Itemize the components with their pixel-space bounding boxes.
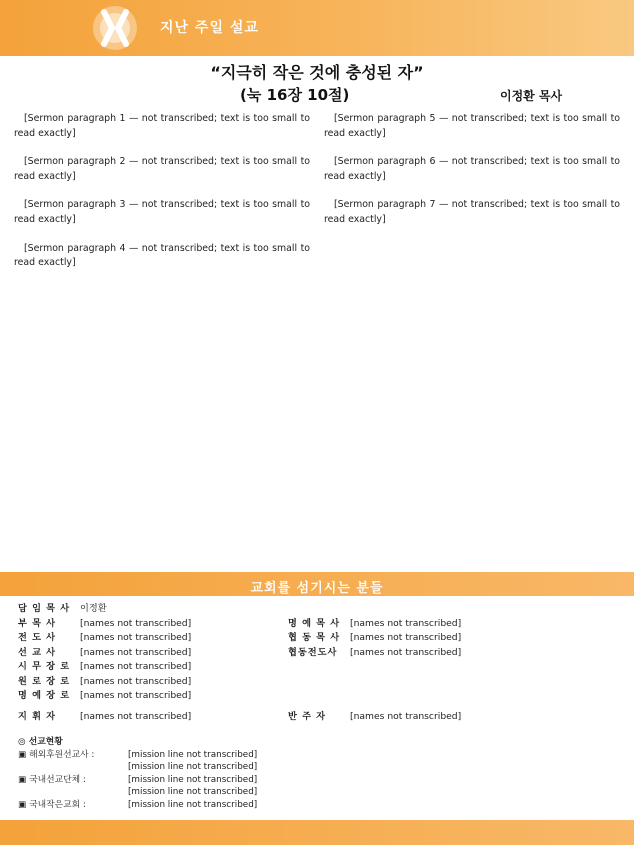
header-title: 지난 주일 설교	[160, 20, 259, 36]
sermon-paragraph: [Sermon paragraph 7 — not transcribed; text is too small to read exactly]	[324, 199, 620, 225]
footer-bar	[0, 820, 634, 845]
staff-role: 담 임 목 사	[18, 603, 71, 614]
mission-line: [mission line not transcribed]	[128, 762, 258, 773]
sermon-paragraph: [Sermon paragraph 1 — not transcribed; text is too small to read exactly]	[14, 113, 310, 139]
staff-row	[18, 631, 628, 646]
staff-role: 반 주 자	[288, 710, 327, 722]
staff-row	[18, 646, 628, 661]
mission-label: ▣ 해외후원선교사 :	[18, 749, 95, 760]
mission-label: ▣ 국내선교단체 :	[18, 774, 86, 785]
mission-label: ▣ 국내작은교회 :	[18, 799, 86, 810]
mission-line: [mission line not transcribed]	[128, 749, 258, 760]
mission-item	[18, 749, 624, 762]
staff-row	[18, 660, 628, 675]
staff-row	[18, 617, 628, 632]
staff-names: [names not transcribed]	[350, 632, 462, 643]
staff-names: [names not transcribed]	[80, 690, 192, 701]
staff-section-title: 교회를 섬기시는 분들	[250, 581, 384, 596]
staff-role: 명 예 목 사	[288, 617, 341, 629]
staff-role: 명 예 장 로	[18, 690, 71, 701]
staff-names: [names not transcribed]	[80, 710, 192, 722]
mission-line: [mission line not transcribed]	[128, 799, 258, 810]
mission-item	[18, 799, 624, 812]
sermon-left-column	[14, 112, 310, 285]
sermon-author: 이정환 목사	[500, 89, 563, 103]
staff-row	[18, 689, 628, 704]
staff-role: 협 동 목 사	[288, 632, 341, 643]
sermon-paragraph: [Sermon paragraph 4 — not transcribed; text is too small to read exactly]	[14, 242, 310, 269]
staff-row	[18, 704, 628, 730]
staff-row	[18, 675, 628, 690]
mission-line: [mission line not transcribed]	[128, 787, 258, 798]
staff-row	[18, 602, 628, 617]
staff-role: 원 로 장 로	[18, 675, 71, 687]
missions-heading: ◎ 선교현황	[18, 737, 63, 747]
missions-section	[18, 736, 624, 812]
staff-names: [names not transcribed]	[80, 617, 192, 629]
staff-role: 선 교 사	[18, 646, 57, 658]
staff-names: [names not transcribed]	[80, 632, 192, 643]
sermon-paragraph: [Sermon paragraph 6 — not transcribed; text is too small to read exactly]	[324, 156, 620, 182]
staff-names: [names not transcribed]	[350, 646, 462, 658]
staff-table	[18, 602, 628, 730]
sermon-paragraph: [Sermon paragraph 5 — not transcribed; text is too small to read exactly]	[324, 113, 620, 139]
sermon-title: “지극히 작은 것에 충성된 자”	[210, 63, 424, 82]
header-bar	[0, 0, 634, 56]
staff-role: 전 도 사	[18, 632, 57, 643]
sermon-right-column	[324, 112, 620, 242]
staff-role: 지 휘 자	[18, 710, 57, 722]
sermon-paragraph: [Sermon paragraph 3 — not transcribed; text is too small to read exactly]	[14, 199, 310, 225]
mission-line: [mission line not transcribed]	[128, 774, 258, 785]
sermon-paragraph: [Sermon paragraph 2 — not transcribed; text is too small to read exactly]	[14, 156, 310, 182]
staff-names: [names not transcribed]	[350, 617, 462, 629]
staff-names: [names not transcribed]	[80, 661, 192, 672]
staff-role: 부 목 사	[18, 617, 57, 629]
staff-names: [names not transcribed]	[80, 646, 192, 658]
staff-names: 이정환	[80, 603, 107, 614]
staff-role: 협동전도사	[288, 646, 338, 658]
mission-item	[18, 774, 624, 787]
sermon-reference: (눅 16장 10절)	[240, 86, 350, 104]
staff-names: [names not transcribed]	[80, 675, 192, 687]
staff-role: 시 무 장 로	[18, 661, 71, 672]
staff-names: [names not transcribed]	[350, 710, 462, 722]
church-logo-icon	[86, 4, 144, 52]
